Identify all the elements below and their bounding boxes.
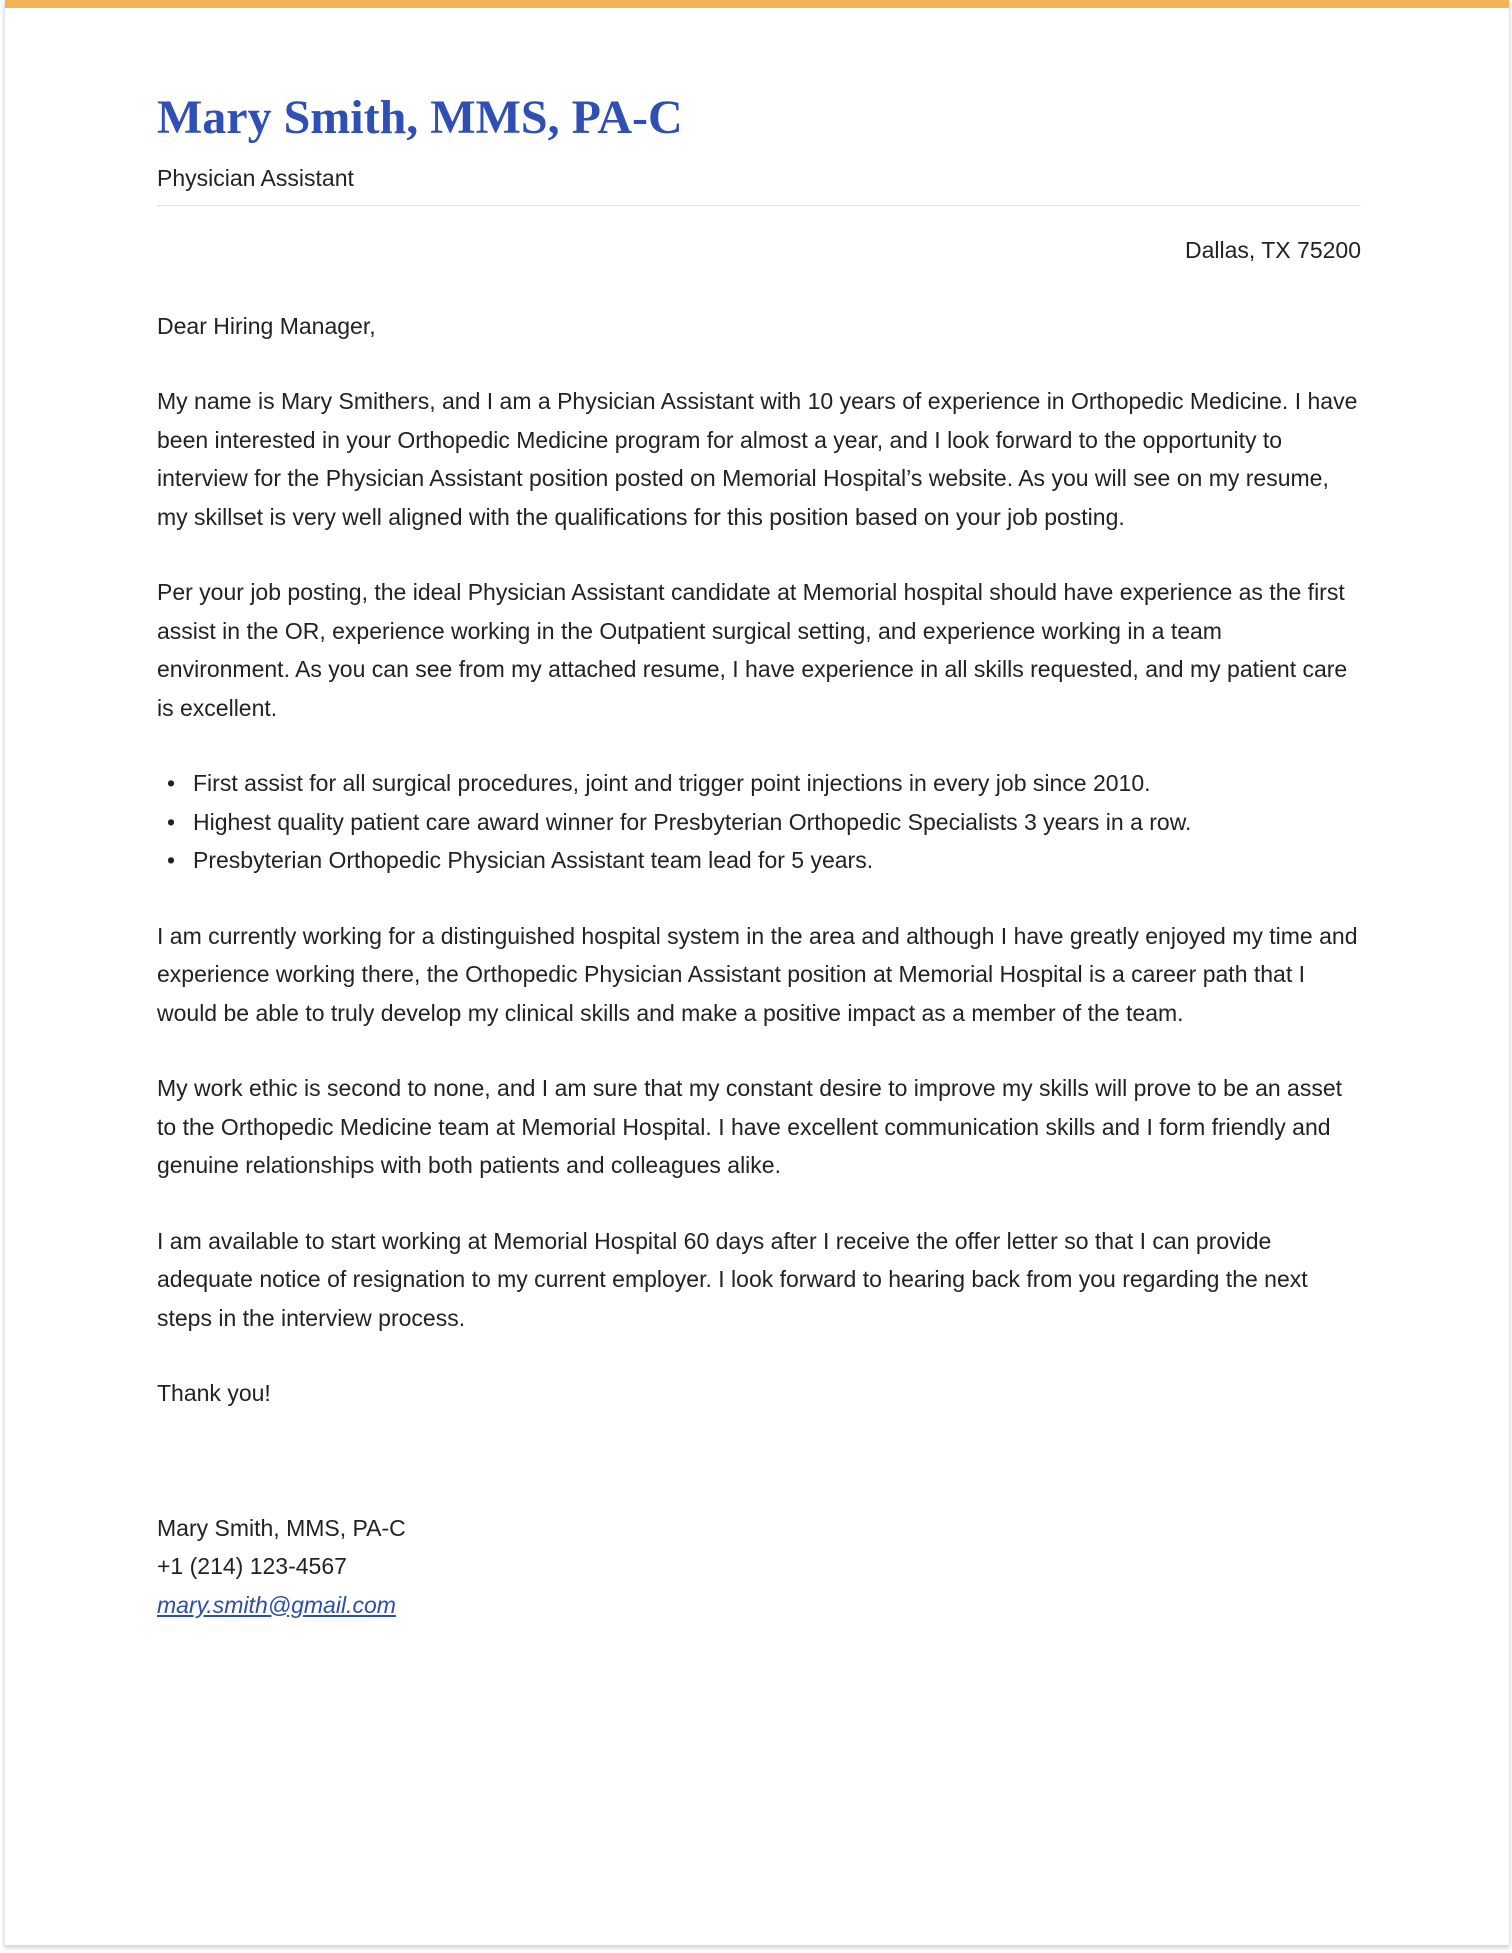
signature-name: Mary Smith, MMS, PA-C: [157, 1514, 406, 1541]
sign-off: Thank you!: [157, 1380, 271, 1406]
list-item-text: Highest quality patient care award winner for Presbyterian Orthopedic Specialists 3 years in a row.: [193, 808, 1192, 835]
signature-email-line: [157, 1586, 1361, 1625]
header-divider: [157, 205, 1361, 206]
list-item: [157, 764, 1361, 803]
applicant-name: Mary Smith, MMS, PA-C: [157, 91, 683, 144]
list-item: [157, 841, 1361, 880]
location: Dallas, TX 75200: [1184, 237, 1361, 263]
paragraph-work-ethic: My work ethic is second to none, and I am sure that my constant desire to improve my skills will prove to be an asset to the Orthopedic Medicine team at Memorial Hospital. I have excellent communication skills and I form friendly and genuine relationships with both patients and colleagues alike.: [157, 1075, 1343, 1178]
email-link[interactable]: mary.smith@gmail.com: [157, 1591, 396, 1618]
list-item-text: First assist for all surgical procedures, joint and trigger point injections in every job since 2010.: [193, 770, 1151, 796]
applicant-job-title: Physician Assistant: [157, 165, 354, 191]
paragraph-current-role: I am currently working for a distinguished hospital system in the area and although I have greatly enjoyed my time and experience working there, the Orthopedic Physician Assistant position at Memorial Hospital is a career path that I would be able to truly develop my clinical skills and make a positive impact as a member of the team.: [157, 922, 1358, 1026]
list-item-text: Presbyterian Orthopedic Physician Assistant team lead for 5 years.: [193, 847, 874, 873]
paragraph-qualifications: Per your job posting, the ideal Physician Assistant candidate at Memorial hospital should have experience as the first assist in the OR, experience working in the Outpatient surgical setting, and experience working in a team environment. As you can see from my attached resume, I have experience in all skills requested, and my patient care is excellent.: [157, 579, 1348, 721]
bullet-icon: •: [167, 770, 176, 796]
letter-page: [4, 0, 1510, 1945]
accent-bar: [5, 0, 1509, 8]
achievements-list: [157, 764, 1361, 880]
paragraph-intro: My name is Mary Smithers, and I am a Physician Assistant with 10 years of experience in Orthopedic Medicine. I have been interested in your Orthopedic Medicine program for almost a year, and I look forward to the opportunity to interview for the Physician Assistant position posted on Memorial Hospital’s website. As you will see on my resume, my skillset is very well aligned with the qualifications for this position based on your job posting.: [157, 388, 1358, 530]
bullet-icon: •: [167, 847, 176, 873]
bullet-icon: •: [167, 808, 176, 835]
signature-phone: +1 (214) 123-4567: [157, 1553, 347, 1579]
greeting: Dear Hiring Manager,: [157, 312, 376, 339]
paragraph-availability: I am available to start working at Memorial Hospital 60 days after I receive the offer letter so that I can provide adequate notice of resignation to my current employer. I look forward to hearing back from you regarding the next steps in the interview process.: [157, 1227, 1308, 1331]
list-item: [157, 803, 1361, 842]
letter-body: [157, 231, 1361, 1624]
